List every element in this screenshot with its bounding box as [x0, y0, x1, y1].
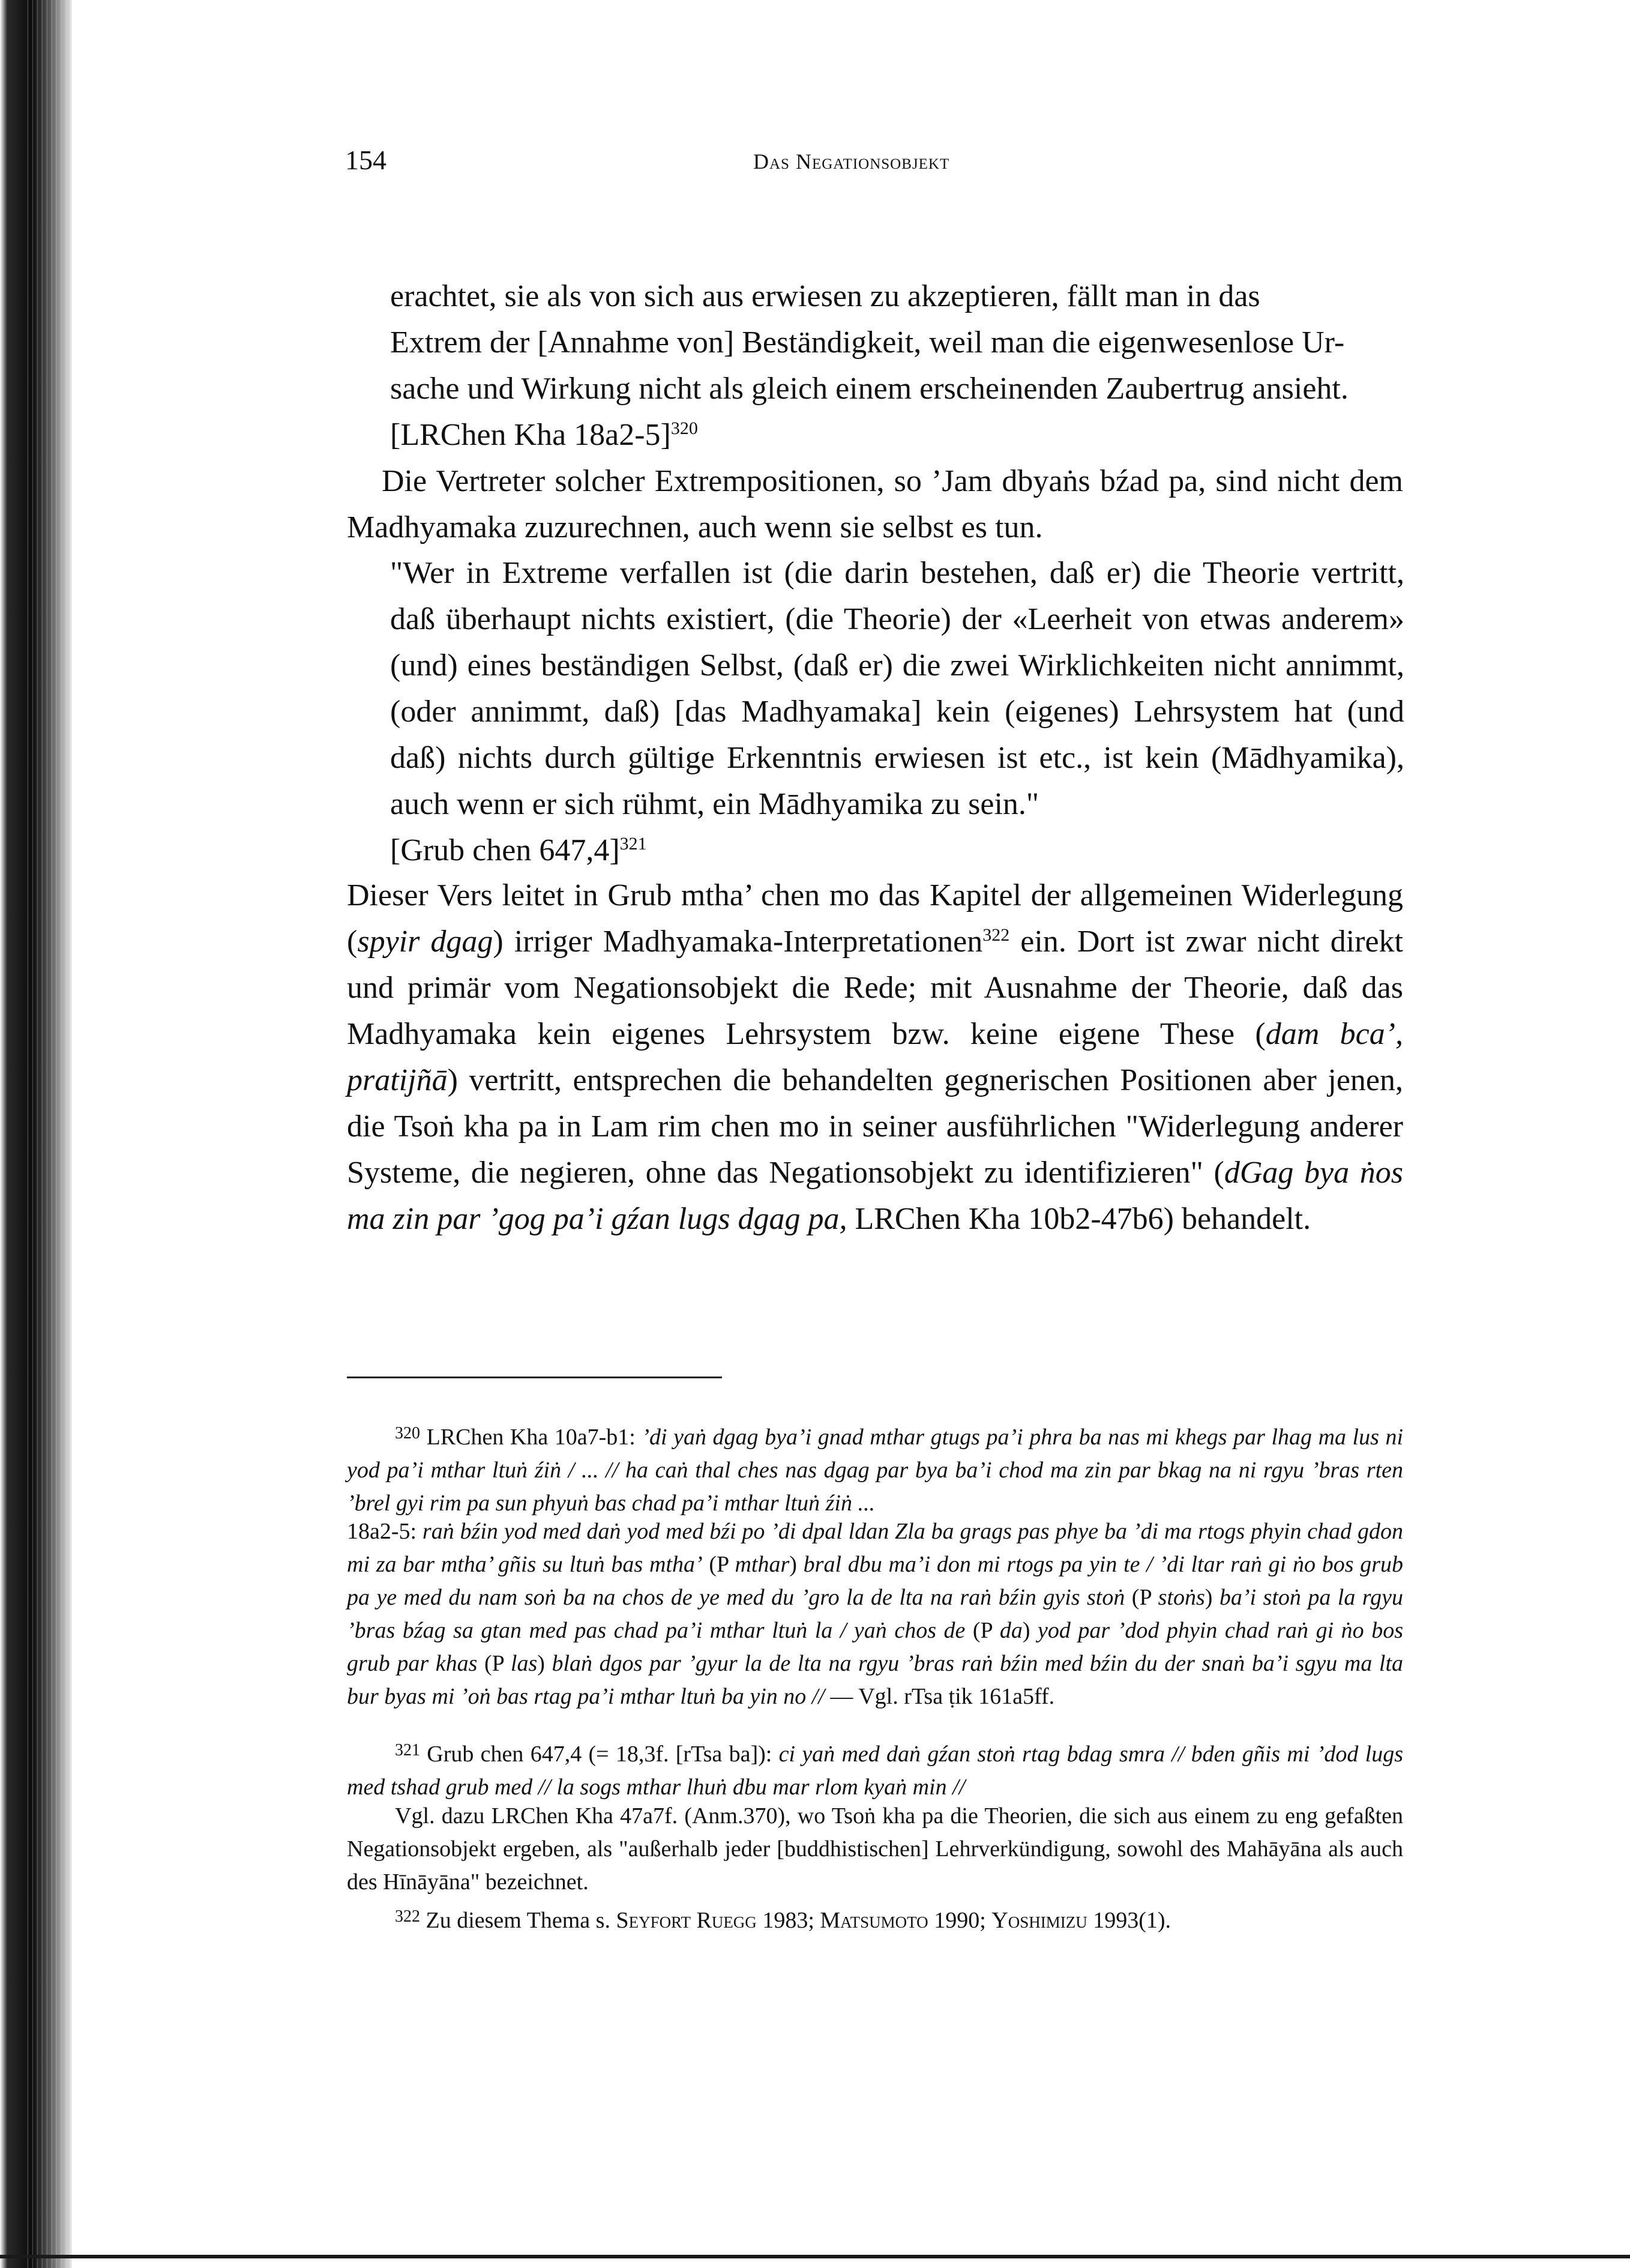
fn322-author-3: Yoshimizu: [991, 1908, 1087, 1933]
fn320b-r-7: (P: [477, 1651, 511, 1676]
footnote-marker-322: 322: [982, 925, 1010, 945]
footnote-320-number: 320: [395, 1424, 420, 1443]
quote1-reference: [390, 412, 1404, 458]
fn320b-it-5: ba’i stoṅ pa la rgyu ’bras bźag sa gtan med pas chad pa’i mthar ltuṅ la / yaṅ chos de: [347, 1585, 1403, 1643]
fn322-a: Zu diesem Thema s.: [426, 1908, 616, 1933]
footnote-322-number: 322: [395, 1907, 420, 1926]
quote1-ref-text: [LRChen Kha 18a2-5]: [390, 418, 671, 452]
para2-part-4: ) vertritt, entsprechen die behandelten gegnerischen Positionen aber jenen, die Tsoṅ kha pa in Lam rim chen mo in seiner ausführlichen "Widerlegung anderer Systeme, die negieren, ohne das Negationsobjekt zu identifizieren" (: [347, 1063, 1403, 1190]
quote2-text: "Wer in Extreme verfallen ist (die darin bestehen, daß er) die Theorie vertritt, daß überhaupt nichts existiert, (die Theorie) der «Leerheit von etwas anderem» (und) eines beständigen Selbst, (daß er) die zwei Wirklichkeiten nicht annimmt, (oder annimmt, daß) [das Madhyamaka] kein (eigenes) Lehrsystem hat (und daß) nichts durch gültige Erkenntnis erwiesen ist etc., ist kein (Mādhyamika), auch wenn er sich rühmt, ein Mādhyamika zu sein.": [390, 556, 1404, 821]
block-quote-2: [390, 550, 1404, 873]
running-head: Das Negationsobjekt: [753, 149, 950, 173]
fn322-author-2: Matsumoto: [820, 1908, 928, 1933]
fn320b-it-6: da: [999, 1618, 1023, 1643]
fn322-d: 1993(1).: [1087, 1908, 1171, 1933]
footnote-321: [347, 1734, 1403, 1804]
footnote-320-tibetan: ’di yaṅ dgag bya’i gnad mthar gtugs pa’i phra ba nas mi khegs par lhag ma lus ni yod pa’i mthar ltuṅ źiṅ / ... // ha caṅ thal ches nas dgag par bya ba’i chod ma zin par bkag na ni rgyu ’bras rten ’brel gyi rim pa sun phyuṅ bas chad pa’i mthar ltuṅ źiṅ ...: [347, 1425, 1404, 1516]
fn320b-it-3: bral dbu ma’i don mi rtogs pa yin te / ’di ltar raṅ gi ṅo bos grub pa ye med du nam soṅ ba na chos de ye med du ’gro la de lta na raṅ bźin gyis stoṅ: [347, 1552, 1404, 1610]
fn320b-r-5: (P: [965, 1618, 1000, 1643]
fn320b-it-4: stoṅs: [1158, 1585, 1205, 1610]
paragraph-2: [347, 872, 1403, 1242]
footnote-320: [347, 1417, 1403, 1520]
footnote-321-source: Grub chen 647,4 (= 18,3f. [rTsa ba]):: [427, 1742, 779, 1767]
fn320b-r-1: (P: [702, 1552, 735, 1577]
quote2-reference: [390, 827, 1404, 873]
page-number: 154: [345, 145, 386, 175]
page-bottom-edge: [0, 2255, 1630, 2258]
fn320b-it-2: mthar: [735, 1552, 790, 1577]
fn322-author-1: Seyfort Ruegg: [616, 1908, 757, 1933]
footnote-320-continuation: [347, 1515, 1403, 1713]
fn320b-end: — Vgl. rTsa ṭik 161a5ff.: [824, 1684, 1055, 1709]
para2-italic-3: dGag bya ṅos ma zin par ’gog pa’i gźan lugs dgag pa,: [347, 1156, 1403, 1236]
footnote-322: [347, 1900, 1403, 1937]
fn320b-it-8: las: [510, 1651, 538, 1676]
para2-italic-2: dam bca’, pratijñā: [347, 1017, 1404, 1097]
fn320b-r-4: ): [1204, 1585, 1219, 1610]
fn320b-r-3: (P: [1125, 1585, 1158, 1610]
para2-part-2: ) irriger Madhyamaka-Interpretationen: [493, 924, 983, 959]
fn320b-it-9: blaṅ dgos par ’gyur la de lta na rgyu ’bras raṅ bźin med bźin du der snaṅ ba’i sgyu ma lta bur byas mi ’oṅ bas rtag pa’i mthar ltuṅ ba yin no //: [347, 1651, 1403, 1709]
footnote-321-number: 321: [395, 1741, 420, 1760]
footnote-321-tibetan: ci yaṅ med daṅ gźan stoṅ rtag bdag smra // bden gñis mi ’dod lugs med tshad grub med // la sogs mthar lhuṅ dbu mar rlom kyaṅ min //: [347, 1742, 1404, 1800]
para2-part-5: LRChen Kha 10b2-47b6) behandelt.: [847, 1202, 1311, 1236]
footnote-separator: [347, 1377, 722, 1378]
para2-part-3: ein. Dort ist zwar nicht direkt und primär vom Negationsobjekt die Rede; mit Ausnahme der Theorie, daß das Madhyamaka kein eigenes Lehrsystem bzw. keine eigene These (: [347, 924, 1403, 1051]
fn320b-source: 18a2-5:: [347, 1519, 423, 1544]
fn320b-r-2: ): [789, 1552, 804, 1577]
para2-italic-1: spyir dgag: [357, 924, 493, 959]
fn320b-r-6: ): [1022, 1618, 1038, 1643]
fn322-b: 1983;: [756, 1908, 820, 1933]
fn320b-r-8: ): [537, 1651, 552, 1676]
quote1-line-2: Extrem der [Annahme von] Beständigkeit, weil man die eigenwesenlose Ur-: [390, 325, 1345, 360]
footnote-321-continuation: Vgl. dazu LRChen Kha 47a7f. (Anm.370), wo Tsoṅ kha pa die Theorien, die sich aus einem zu eng gefaßten Negationsobjekt ergeben, als "außerhalb jeder [buddhistischen] Lehrverkündigung, sowohl des Mahāyāna als auch des Hīnāyāna" bezeichnet.: [347, 1803, 1403, 1895]
quote1-line-3: sache und Wirkung nicht als gleich einem erscheinenden Zaubertrug ansieht.: [390, 372, 1349, 406]
fn320b-it-1: raṅ bźin yod med daṅ yod med bźi po ’di dpal ldan Zla ba grags pas phye ba ’di ma rtogs phyin chad gdon mi za bar mtha’ gñis su ltuṅ bas mtha’: [347, 1519, 1404, 1577]
block-quote-1: [390, 273, 1404, 458]
footnote-marker-321: 321: [619, 834, 647, 854]
quote2-ref-text: [Grub chen 647,4]: [390, 833, 620, 867]
footnote-marker-320: 320: [670, 418, 698, 438]
fn320b-it-7: yod par ’dod phyin chad raṅ gi ṅo bos grub par khas: [347, 1618, 1403, 1676]
paragraph-1: Die Vertreter solcher Extrempositionen, so ’Jam dbyaṅs bźad pa, sind nicht dem Madhyamaka zuzurechnen, auch wenn sie selbst es tun.: [347, 464, 1403, 544]
book-spine-texture: [24, 0, 78, 2268]
para2-part-1: Dieser Vers leitet in Grub mtha’ chen mo das Kapitel der allgemeinen Widerlegung (: [347, 878, 1403, 959]
footnote-320-source: LRChen Kha 10a7-b1:: [426, 1425, 642, 1450]
fn322-c: 1990;: [928, 1908, 992, 1933]
quote1-line-1: erachtet, sie als von sich aus erwiesen zu akzeptieren, fällt man in das: [390, 279, 1260, 313]
